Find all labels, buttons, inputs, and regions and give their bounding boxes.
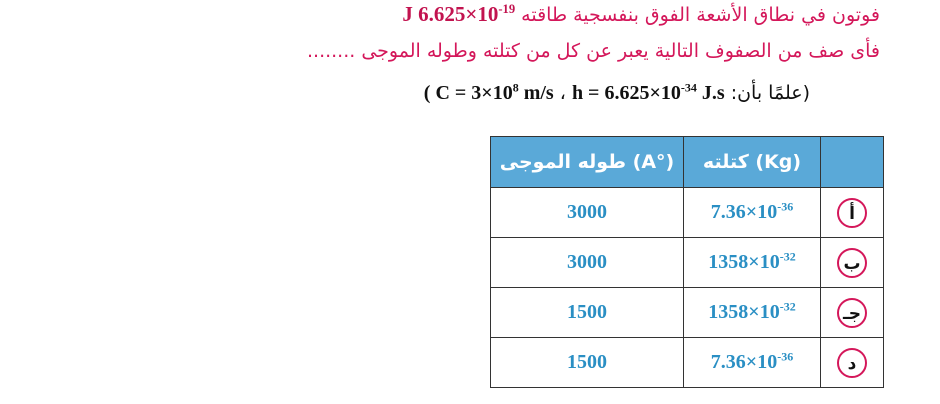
question-text-1: فوتون في نطاق الأشعة الفوق بنفسجية طاقته	[521, 4, 880, 26]
mass-exponent: -36	[777, 199, 794, 214]
mass-cell	[684, 238, 821, 288]
table-header-row	[491, 137, 884, 188]
mass-base: 7.36×10	[710, 351, 778, 373]
planck-base: h = 6.625×10	[571, 82, 681, 104]
energy-value	[402, 2, 515, 26]
table-row[interactable]	[491, 238, 884, 288]
answer-table	[490, 136, 884, 388]
planck-unit: J.s	[696, 82, 725, 104]
question-line-2: فأى صف من الصفوف التالية يعبر عن كل من كتلته وطوله الموجى ........	[306, 40, 880, 62]
question-line-1	[200, 2, 880, 27]
header-blank	[821, 137, 884, 188]
wavelength-cell: 1500	[491, 288, 684, 338]
light-exponent: 8	[512, 80, 519, 95]
mass-base: 7.36×10	[710, 201, 778, 223]
choice-label-cell[interactable]	[821, 338, 884, 388]
header-wavelength: طوله الموجى (A°)	[491, 137, 684, 188]
given-constants	[240, 82, 810, 105]
mass-exponent: -32	[779, 299, 796, 314]
table-row[interactable]	[491, 188, 884, 238]
choice-circle[interactable]: د	[837, 348, 867, 378]
mass-cell	[684, 338, 821, 388]
table-row[interactable]	[491, 338, 884, 388]
planck-exponent: -34	[680, 80, 697, 95]
choice-label-cell[interactable]	[821, 288, 884, 338]
choice-label-cell[interactable]	[821, 188, 884, 238]
mass-cell	[684, 288, 821, 338]
energy-unit: J	[402, 2, 413, 26]
energy-base: 6.625×10	[418, 2, 499, 26]
light-unit: m/s	[518, 82, 554, 104]
wavelength-cell: 1500	[491, 338, 684, 388]
mass-exponent: -32	[779, 249, 796, 264]
choice-circle[interactable]: أ	[837, 198, 867, 228]
mass-cell	[684, 188, 821, 238]
mass-base: 1358×10	[708, 251, 780, 273]
mass-exponent: -36	[777, 349, 794, 364]
given-separator: ،	[559, 82, 566, 104]
wavelength-cell: 3000	[491, 188, 684, 238]
choice-circle[interactable]: جـ	[837, 298, 867, 328]
table-row[interactable]	[491, 288, 884, 338]
mass-base: 1358×10	[708, 301, 780, 323]
choice-label-cell[interactable]	[821, 238, 884, 288]
speed-of-light	[424, 82, 554, 104]
given-label: (علمًا بأن:	[730, 82, 810, 104]
energy-exponent: -19	[498, 2, 516, 16]
header-mass: كتلته (Kg)	[684, 137, 821, 188]
choice-circle[interactable]: ب	[837, 248, 867, 278]
wavelength-cell: 3000	[491, 238, 684, 288]
planck-constant	[572, 82, 725, 104]
light-base: ( C = 3×10	[423, 82, 513, 104]
